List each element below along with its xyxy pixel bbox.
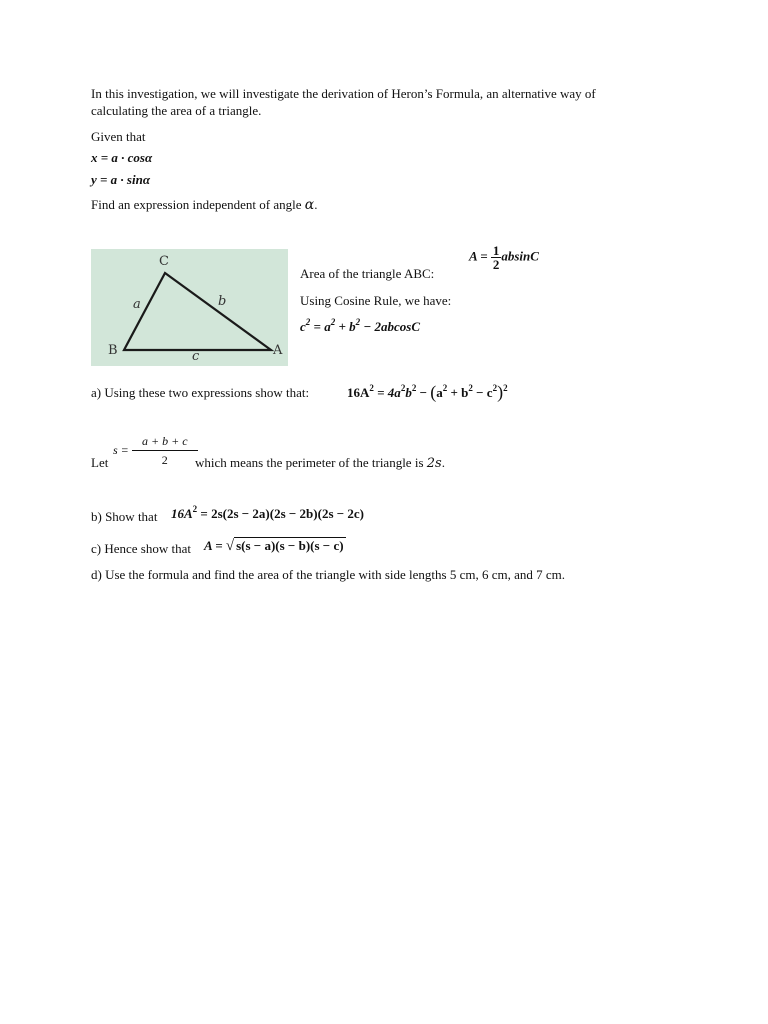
part-a-mid1: = 4a <box>373 385 401 400</box>
intro-line-2: calculating the area of a triangle. <box>91 103 262 118</box>
part-a-mid1-exp: 2 <box>400 383 406 393</box>
given-eq-y: y = a · sinα <box>91 172 151 187</box>
part-b-exp: 2 <box>192 504 198 514</box>
cosine-end: − 2abcosC <box>360 319 421 334</box>
s-lhs: s = <box>113 443 129 457</box>
find-instruction <box>91 197 317 213</box>
s-definition <box>113 435 198 466</box>
vertex-label-c: C <box>159 254 169 269</box>
cosine-formula <box>300 319 420 335</box>
triangle-shape <box>124 273 271 350</box>
perimeter-text: which means the perimeter of the triangle is <box>195 455 424 470</box>
area-fraction-numerator: 1 <box>492 243 500 258</box>
given-label: Given that <box>91 129 146 144</box>
let-label: Let <box>91 455 109 470</box>
alpha-symbol: α <box>304 197 315 213</box>
part-a-label: a) Using these two expressions show that: <box>91 385 310 400</box>
part-a-in1-exp: 2 <box>442 383 448 393</box>
part-b-lhs: 16A <box>171 506 193 521</box>
part-b-label: b) Show that <box>91 509 158 524</box>
part-c-radicand: s(s − a)(s − b)(s − c) <box>236 538 344 553</box>
part-a-mid2-exp: 2 <box>411 383 417 393</box>
part-c-lhs: A = <box>204 538 223 553</box>
given-eq-x: x = a · cosα <box>91 150 153 165</box>
area-lhs: A = <box>469 248 488 264</box>
area-label: Area of the triangle ABC: <box>300 266 435 281</box>
side-label-b: b <box>218 294 227 309</box>
cosine-exp-1: 2 <box>305 317 311 327</box>
triangle-figure <box>91 249 288 366</box>
vertex-label-b: B <box>108 343 118 358</box>
part-a-formula <box>347 382 508 403</box>
part-a-in3-exp: 2 <box>492 383 498 393</box>
cosine-mid-1: = a <box>310 319 331 334</box>
cosine-label: Using Cosine Rule, we have: <box>300 293 452 308</box>
cosine-c: c <box>300 319 306 334</box>
intro-line-1: In this investigation, we will investigate the derivation of Heron’s Formula, an alternative way of <box>91 86 596 101</box>
find-period: . <box>314 197 318 212</box>
part-a-lhs: 16A <box>347 385 370 400</box>
part-a-outer-exp: 2 <box>503 383 508 393</box>
part-a-minus: − <box>416 385 431 400</box>
part-a-in1: a <box>436 385 443 400</box>
sqrt-symbol: √ <box>225 538 235 554</box>
part-a-in2: + b <box>447 385 469 400</box>
perimeter-value: 2s <box>426 456 442 471</box>
part-a-open-paren: ( <box>430 382 437 402</box>
s-fraction <box>132 435 198 466</box>
vertex-label-a: A <box>273 343 283 358</box>
part-d-text: d) Use the formula and find the area of the triangle with side lengths 5 cm, 6 cm, and 7 cm. <box>91 567 565 582</box>
area-formula <box>469 244 539 271</box>
part-b-formula <box>171 506 364 522</box>
part-a-close-paren: ) <box>497 382 504 402</box>
area-fraction-denominator: 2 <box>492 257 500 272</box>
part-a-in3: − c <box>472 385 493 400</box>
triangle-diagram <box>91 249 288 366</box>
perimeter-sentence <box>195 455 445 472</box>
part-a-lhs-exp: 2 <box>369 383 374 393</box>
area-rhs: absinC <box>501 248 539 264</box>
part-a-in2-exp: 2 <box>468 383 473 393</box>
cosine-exp-2: 2 <box>330 317 336 327</box>
part-c-label: c) Hence show that <box>91 541 191 556</box>
part-c-formula <box>204 537 346 555</box>
s-fraction-denominator: 2 <box>132 450 198 466</box>
s-fraction-numerator: a + b + c <box>142 434 188 448</box>
part-a-mid2: b <box>405 385 412 400</box>
perimeter-period: . <box>441 455 445 470</box>
cosine-exp-3: 2 <box>355 317 361 327</box>
side-label-c: c <box>192 349 200 364</box>
cosine-mid-2: + b <box>335 319 356 334</box>
find-text: Find an expression independent of angle <box>91 197 302 212</box>
part-b-rhs: = 2s(2s − 2a)(2s − 2b)(2s − 2c) <box>197 506 365 521</box>
area-fraction <box>491 244 502 271</box>
side-label-a: a <box>133 297 141 312</box>
